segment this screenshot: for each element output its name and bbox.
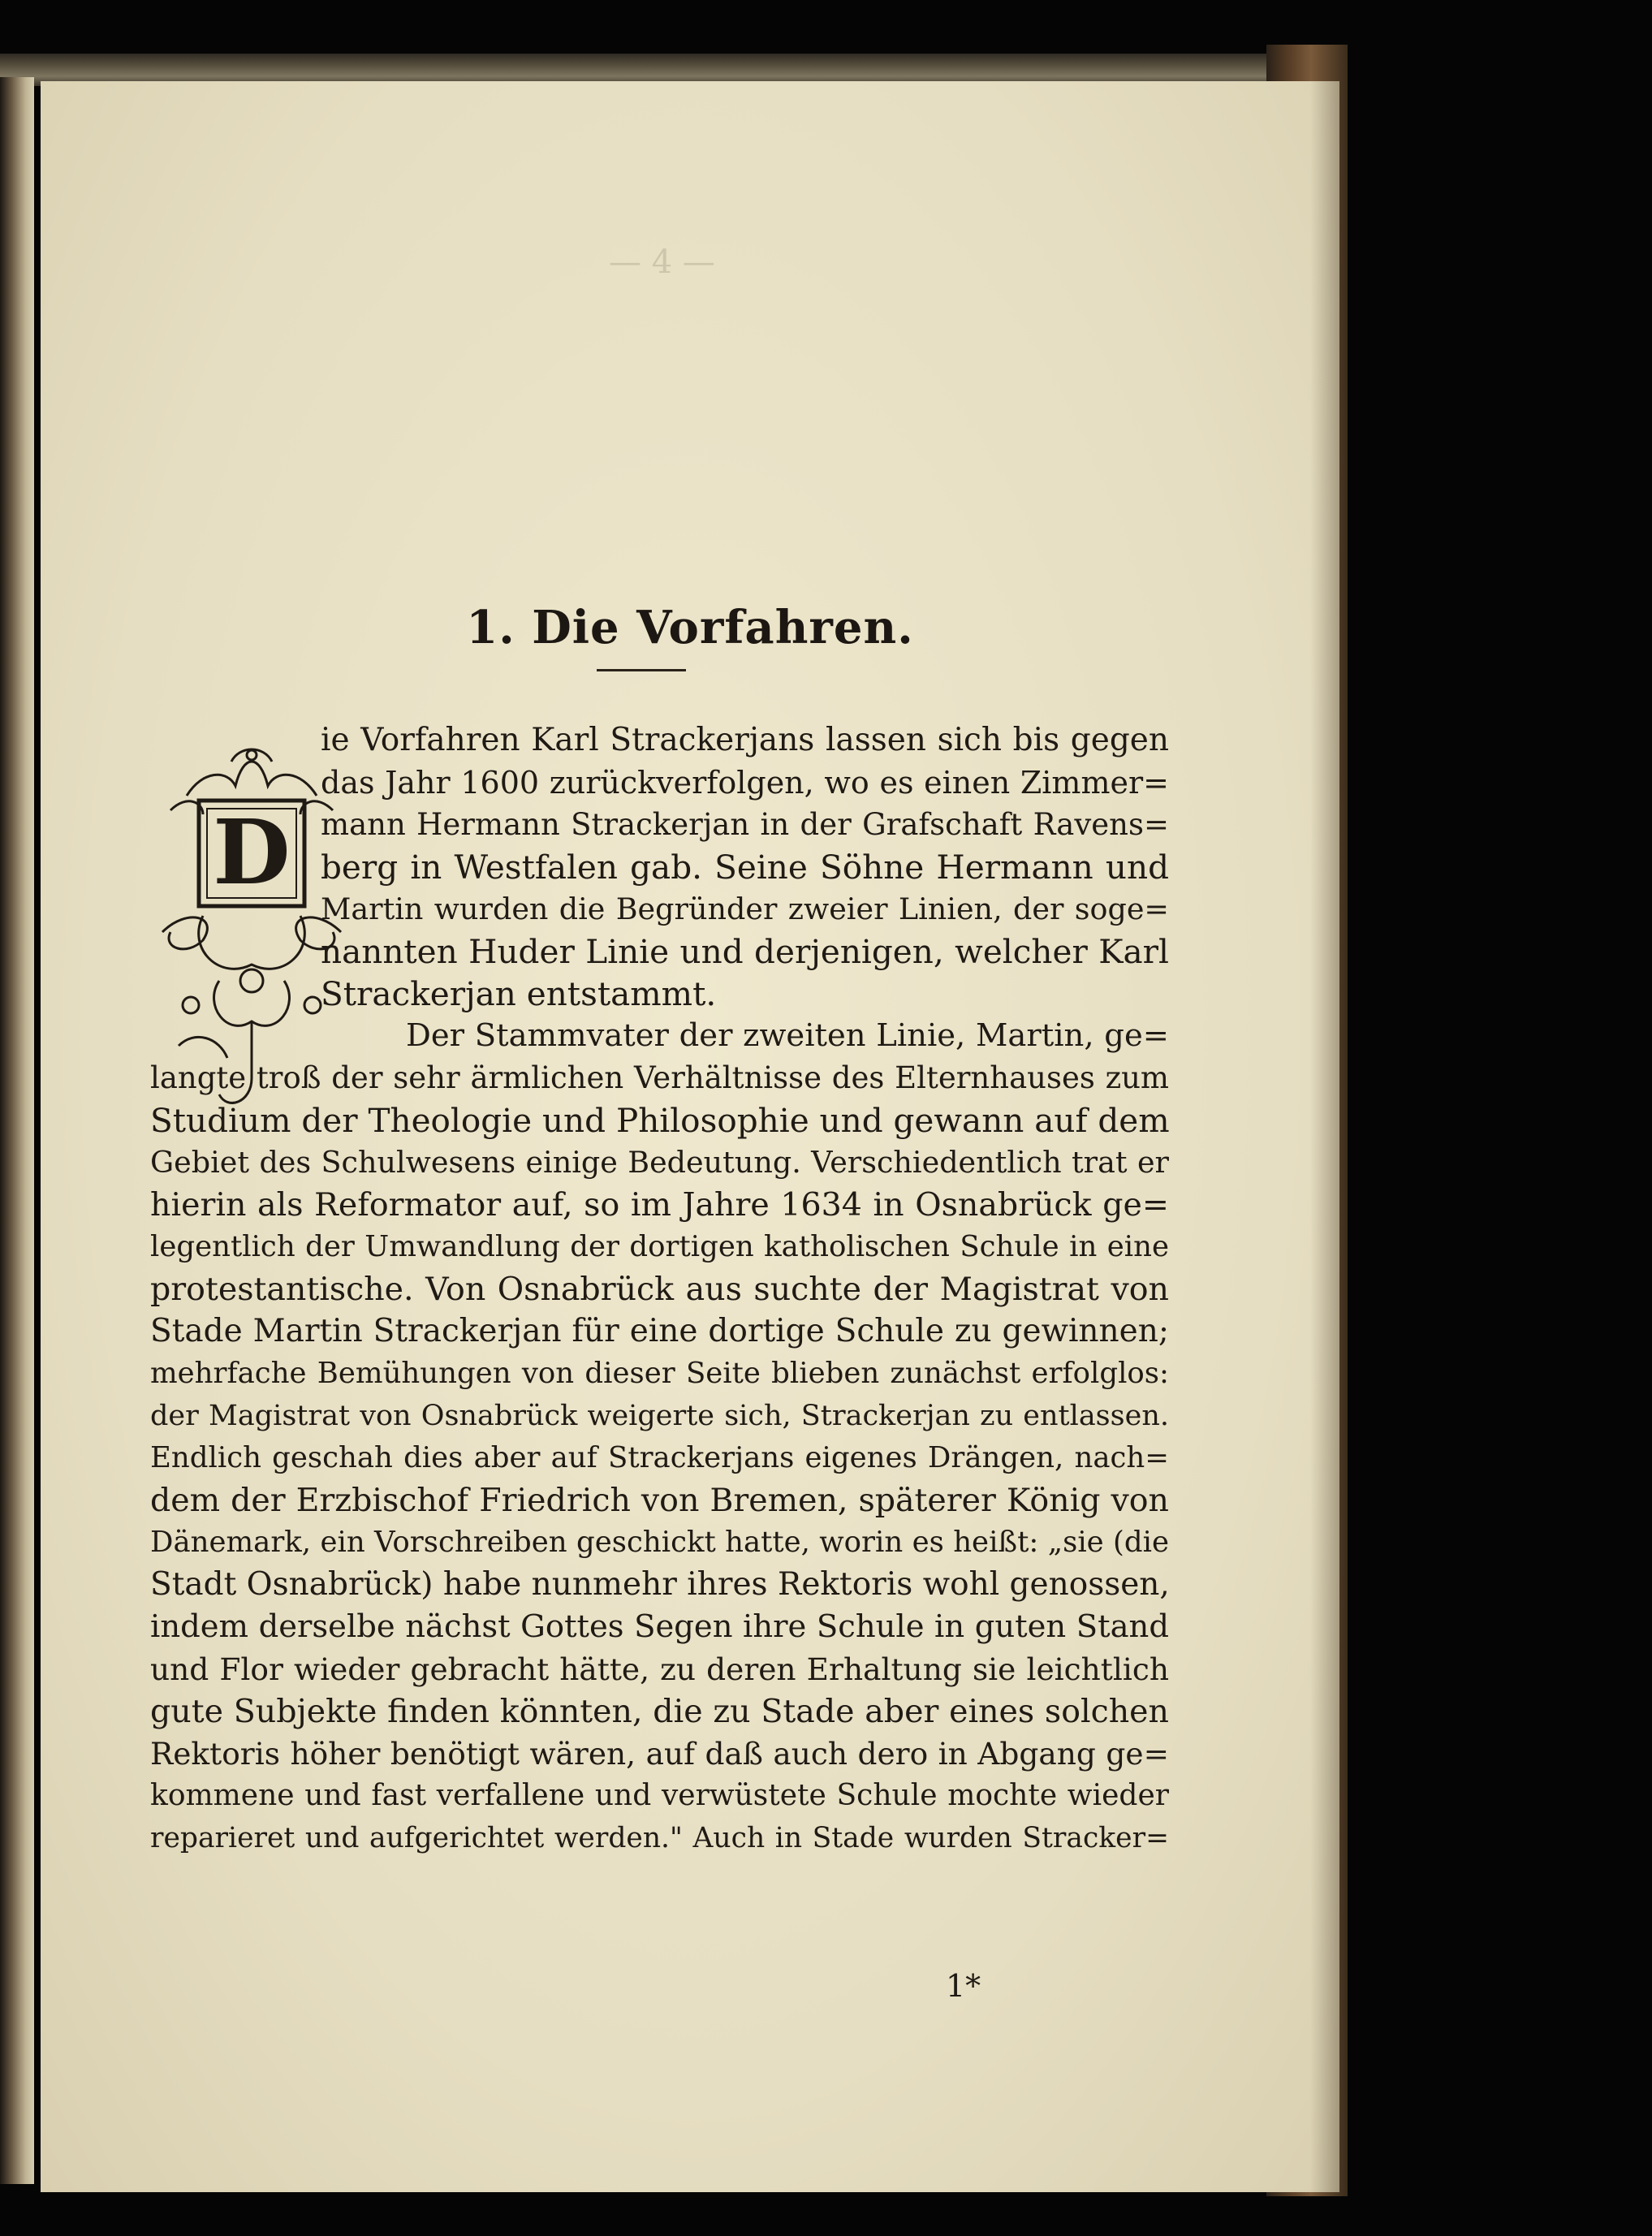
- text-line: mehrfache Bemühungen von dieser Seite blieben zunächst erfolglos:: [150, 1357, 1169, 1390]
- text-line: Studium der Theologie und Philosophie und gewann auf dem: [150, 1101, 1170, 1140]
- text-line: hierin als Reformator auf, so im Jahre 1634 in Osnabrück ge=: [150, 1186, 1169, 1224]
- text-line: Gebiet des Schulwesens einige Bedeutung. Verschiedentlich trat er: [150, 1145, 1169, 1180]
- text-line: Stade Martin Strackerjan für eine dortige Schule zu gewinnen;: [150, 1313, 1169, 1349]
- heading-rule: [597, 669, 686, 671]
- page-gutter-shadow: [1310, 81, 1339, 2192]
- text-line: Dänemark, ein Vorschreiben geschickt hatte, worin es heißt: „sie (die: [150, 1526, 1169, 1559]
- text-line: reparieret und aufgerichtet werden." Auch in Stade wurden Stracker=: [150, 1822, 1169, 1854]
- text-line: dem der Erzbischof Friedrich von Bremen, späterer König von: [150, 1482, 1169, 1519]
- text-line: ie Vorfahren Karl Strackerjans lassen sich bis gegen: [321, 722, 1169, 758]
- text-line: berg in Westfalen gab. Seine Söhne Hermann und: [321, 848, 1169, 887]
- text-line: langte troß der sehr ärmlichen Verhältnisse des Elternhauses zum: [150, 1060, 1169, 1095]
- text-line: mann Hermann Strackerjan in der Grafschaft Ravens=: [321, 807, 1169, 842]
- text-line: nannten Huder Linie und derjenigen, welcher Karl: [321, 932, 1169, 971]
- text-line: und Flor wieder gebracht hätte, zu deren Erhaltung sie leichtlich: [150, 1651, 1169, 1687]
- text-line: Stadt Osnabrück) habe nunmehr ihres Rektoris wohl genossen,: [150, 1566, 1170, 1603]
- text-line: Endlich geschah dies aber auf Strackerjans eigenes Drängen, nach=: [150, 1441, 1169, 1474]
- text-line: Rektoris höher benötigt wären, auf daß auch dero in Abgang ge=: [150, 1736, 1169, 1772]
- drop-cap-letter: D: [213, 800, 291, 904]
- text-line: indem derselbe nächst Gottes Segen ihre Schule in guten Stand: [150, 1608, 1169, 1645]
- text-line: Martin wurden die Begründer zweier Linien, der soge=: [321, 891, 1169, 926]
- text-line: der Magistrat von Osnabrück weigerte sich, Strackerjan zu entlassen.: [150, 1400, 1169, 1432]
- text-line: legentlich der Umwandlung der dortigen katholischen Schule in eine: [150, 1230, 1169, 1263]
- text-line: gute Subjekte finden könnten, die zu Stade aber eines solchen: [150, 1693, 1169, 1730]
- text-line: Der Stammvater der zweiten Linie, Martin, ge=: [406, 1017, 1169, 1054]
- text-line: protestantische. Von Osnabrück aus suchte der Magistrat von: [150, 1271, 1169, 1308]
- text-line: kommene und fast verfallene und verwüstete Schule mochte wieder: [150, 1779, 1169, 1812]
- text-line: Strackerjan entstammt.: [321, 974, 717, 1013]
- show-through-page-number: — 4 —: [609, 244, 715, 281]
- signature-mark: 1*: [946, 1968, 981, 2004]
- book-page: [41, 81, 1339, 2192]
- text-line: das Jahr 1600 zurückverfolgen, wo es einen Zimmer=: [321, 765, 1169, 801]
- left-page-edge: [0, 77, 34, 2184]
- chapter-heading: 1. Die Vorfahren.: [466, 601, 914, 654]
